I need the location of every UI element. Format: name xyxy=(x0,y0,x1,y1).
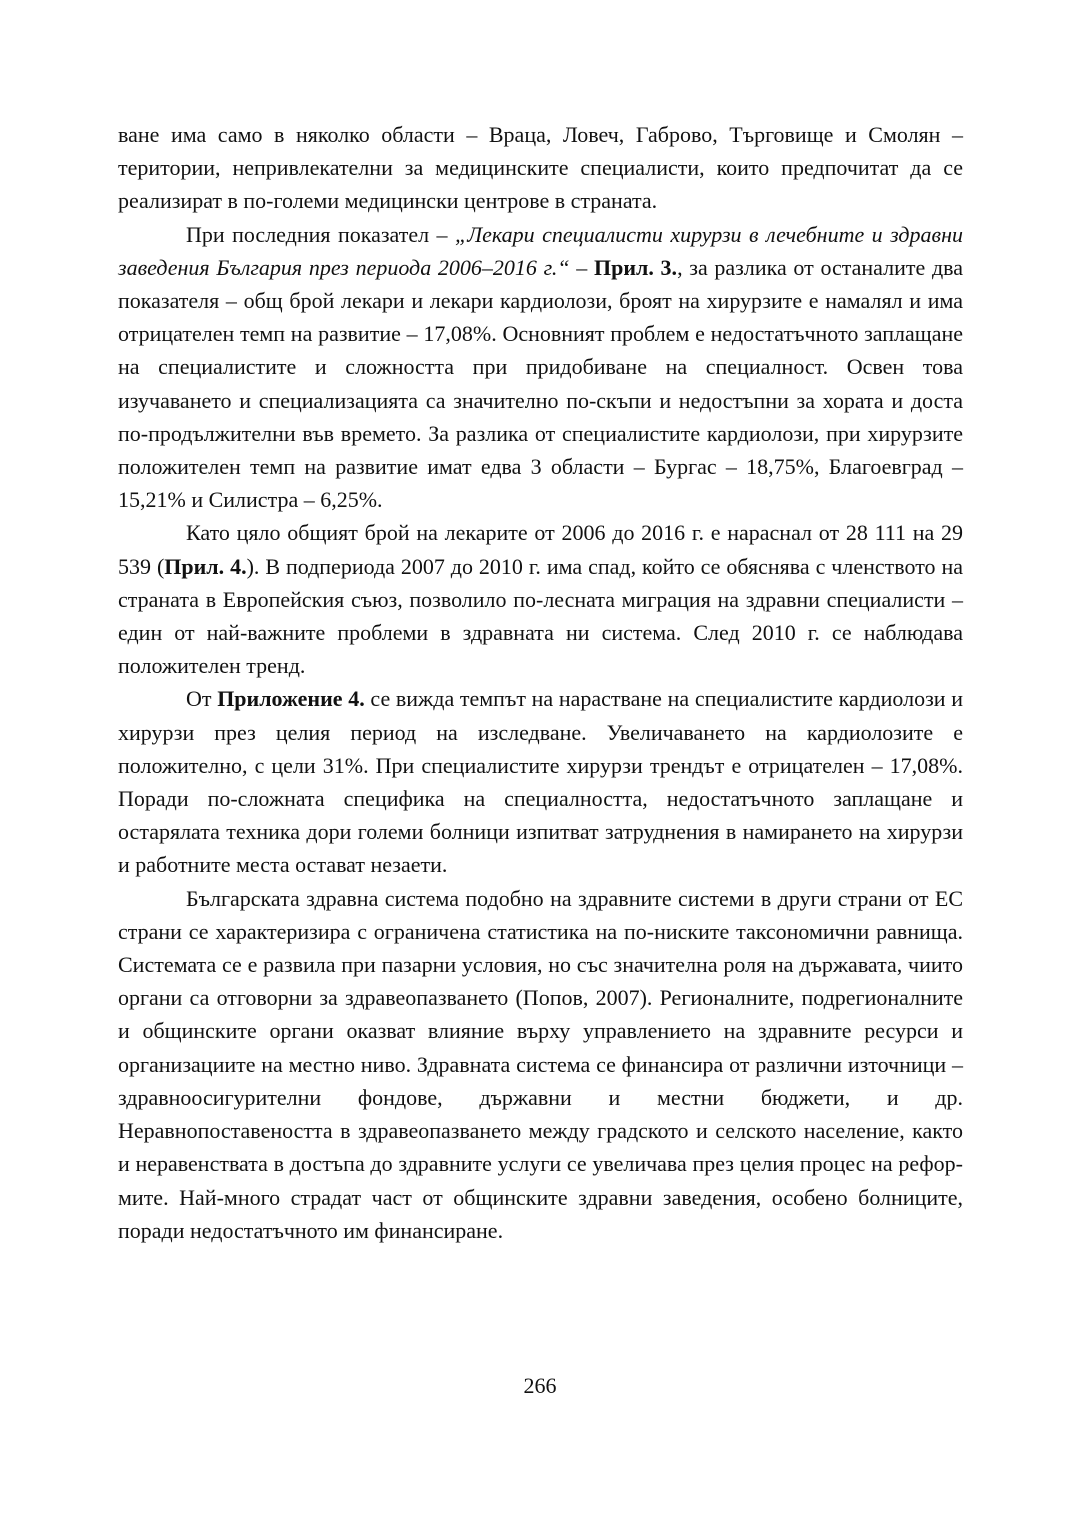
page-number: 266 xyxy=(523,1373,557,1398)
italic-title: „Лекари специалисти хирурзи в лечебните и здравни заведения България през периода 2006–2016 г.“ xyxy=(118,221,964,280)
text-run: От xyxy=(186,686,218,712)
text-run: , за разлика от останалите два показателя – общ брой лекари и лекари кардиолози, броят на хирурзите е намалял и има отрицателен темп на развитие – 17,08%. Основният проблем е недостатъчното заплащане на специалистите и сложността при придобиване на специалност. Освен това изучаването и специализацията са значително по-скъпи и недостъпни за хората и доста по-продължителни във времето. За разлика от специалистите кардиолози, при хирурзите положителен темп на развитие имат едва 3 области – Бургас – 18,75%, Благоевград – 15,21% и Силистра – 6,25%. xyxy=(118,254,964,513)
paragraph xyxy=(118,516,963,682)
text-run: се вижда темпът на нарастване на специалистите кардиолози и хирурзи през целия период на изследване. Увеличаването на кардиолозите е положително, с цели 31%. При специалистите хирурзи трендът е отрицателен – 17,08%. Поради по-сложната специфика на специалността, недостатъчното заплащане и остарялата техника дори големи болници изпитват затруднения в намирането на хирурзи и работните места остават незаети. xyxy=(118,686,963,878)
paragraph xyxy=(118,118,963,218)
body-text xyxy=(118,118,963,1247)
paragraph xyxy=(118,682,963,881)
text-run: Като цяло общият брой на лекарите от 2006 до 2016 г. е нараснал от 28 111 на 29 539 ( xyxy=(118,520,963,579)
text-run: ване има само в няколко области – Враца, Ловеч, Габрово, Търговище и Смолян – територии, непривлекателни за медицинските специалисти, които предпочитат да се реализират в по-големи медицински центрове в страната. xyxy=(118,122,963,214)
appendix-reference: Прил. 3. xyxy=(594,254,678,280)
text-run: ). В подпериода 2007 до 2010 г. има спад, който се обяснява с членството на страната в Европейския съюз, позволило по-лесната миграция на здравни специалисти – един от най-важните проблеми в здравната ни система. След 2010 г. се наблюдава положителен тренд. xyxy=(118,553,963,679)
paragraph xyxy=(118,218,963,517)
appendix-reference: Прил. 4. xyxy=(164,553,247,579)
text-run: При последния показател – xyxy=(186,221,455,247)
paragraph xyxy=(118,882,963,1247)
text-run: – xyxy=(569,254,594,280)
text-run: Българската здравна система подобно на здравните системи в други страни от ЕС страни се характеризира с ограничена статистика на по-ниските таксономични равнища. Системата се е развила при пазарни условия, но със значителна роля на държавата, чиито органи са отговорни за здравеопазването (Попов, 2007). Регионалните, подрегионалните и общинските органи оказват влияние върху управлението на здравните ресурси и организациите на местно ниво. Здравната система се финансира от различни източници – здравноосигурителни фондове, държавни и местни бюджети, и др. Неравнопоставеността в здравеопазването между градското и селското население, както и неравенствата в достъпа до здравните услуги се увеличава през целия процес на реформите. Най-много страдат част от общинските здравни заведения, особено болниците, поради недостатъчното им финансиране. xyxy=(118,885,963,1243)
appendix-reference: Приложение 4. xyxy=(217,686,365,712)
